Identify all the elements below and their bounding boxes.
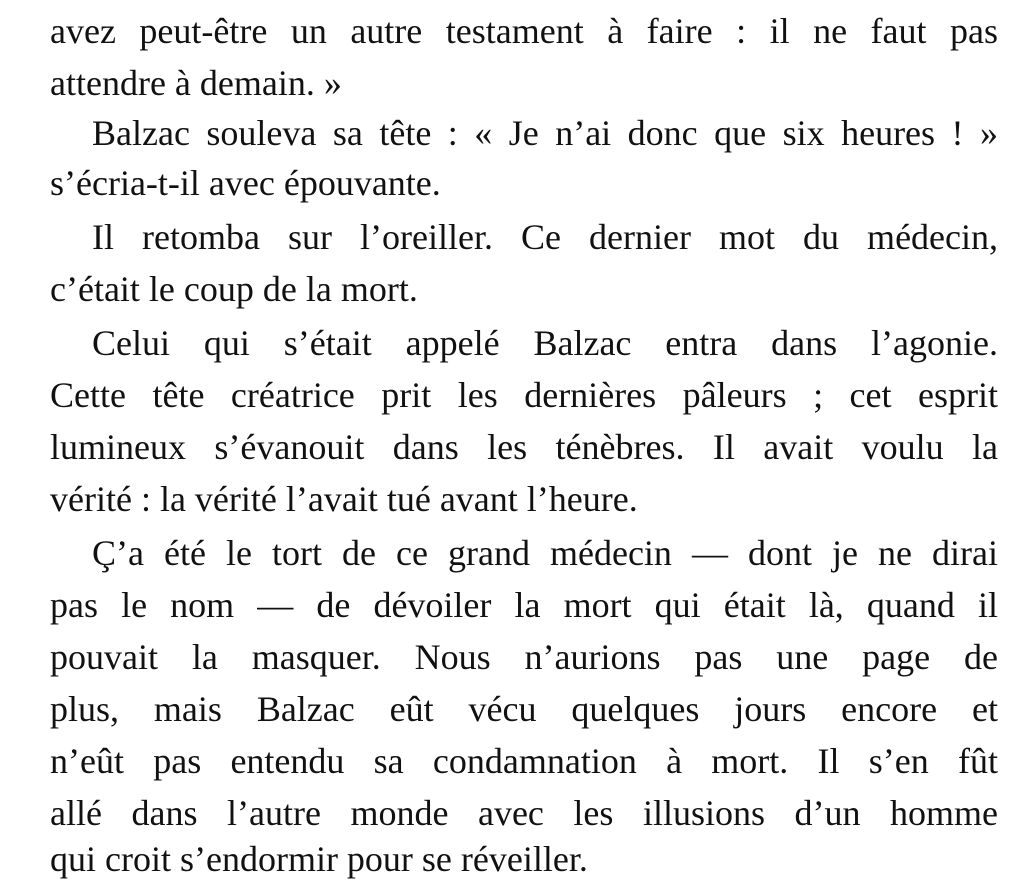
text-line: n’eût pas entendu sa condamnation à mort. Il s’en fût [50, 741, 998, 781]
text-line: c’était le coup de la mort. [50, 269, 418, 309]
text-line: qui croit s’endormir pour se réveiller. [50, 839, 588, 879]
text-line: attendre à demain. » [50, 63, 342, 103]
text-line: Il retomba sur l’oreiller. Ce dernier mot du médecin, [92, 217, 998, 257]
text-line: lumineux s’évanouit dans les ténèbres. Il avait voulu la [50, 427, 998, 467]
text-line: pouvait la masquer. Nous n’aurions pas une page de [50, 637, 998, 677]
text-line: vérité : la vérité l’avait tué avant l’heure. [50, 479, 638, 519]
text-line: plus, mais Balzac eût vécu quelques jours encore et [50, 689, 998, 729]
text-line: Ç’a été le tort de ce grand médecin — dont je ne dirai [92, 533, 998, 573]
text-line: Balzac souleva sa tête : « Je n’ai donc que six heures ! » [92, 113, 998, 153]
text-line: allé dans l’autre monde avec les illusions d’un homme [50, 793, 998, 833]
text-line: pas le nom — de dévoiler la mort qui était là, quand il [50, 585, 998, 625]
text-line: Cette tête créatrice prit les dernières pâleurs ; cet esprit [50, 375, 998, 415]
text-line: s’écria-t-il avec épouvante. [50, 163, 441, 203]
text-line: avez peut-être un autre testament à faire : il ne faut pas [50, 11, 998, 51]
text-line: Celui qui s’était appelé Balzac entra dans l’agonie. [92, 323, 998, 363]
